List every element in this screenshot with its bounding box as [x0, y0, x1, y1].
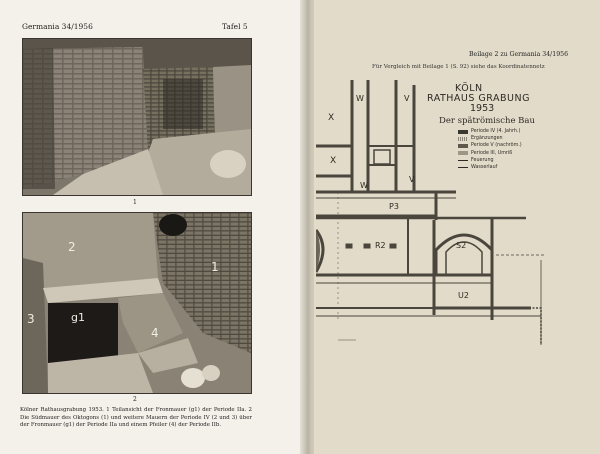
plan-title-city: KÖLN	[455, 83, 483, 94]
supplement-header: Beilage 2 zu Germania 34/1956	[469, 51, 569, 58]
plan-title-year: 1953	[470, 103, 495, 114]
running-head-right: Tafel 5	[222, 22, 248, 31]
plan-label-v-lower: V	[409, 175, 415, 184]
legend-item	[458, 142, 522, 149]
legend-swatch-period-iv	[458, 130, 468, 134]
plan-label-r2: R2	[375, 241, 386, 250]
plan-title-excavation: RATHAUS GRABUNG	[427, 93, 530, 104]
photo-mark-g1: g1	[71, 311, 85, 324]
plan-label-v-upper: V	[404, 94, 410, 103]
legend-label: Wasserlauf	[471, 165, 498, 171]
plan-label-x-upper: X	[328, 113, 335, 123]
legend-label: Periode V (nachröm.)	[471, 143, 522, 149]
legend-label: Periode III, Umriß	[471, 150, 513, 156]
legend-swatch-period-v	[458, 144, 468, 148]
legend-label: Feuerung	[471, 157, 494, 163]
plan-label-u2: U2	[458, 291, 469, 300]
plan-label-s2: S2	[456, 241, 467, 250]
plan-label-w-upper: W	[356, 94, 364, 103]
photo-mark-3: 3	[27, 312, 35, 326]
plate-number-1: 1	[133, 199, 137, 206]
legend-swatch-wasserlauf	[458, 167, 468, 168]
plan-label-x-lower: X	[330, 156, 337, 166]
legend-label: Ergänzungen	[471, 136, 503, 142]
running-head-left: Germania 34/1956	[22, 22, 93, 31]
photo-mark-2: 2	[68, 240, 76, 254]
legend-item	[458, 164, 522, 171]
plan-legend	[458, 128, 522, 171]
supplement-note: Für Vergleich mit Beilage 1 (S. 92) siehe das Koordinatennetz	[372, 64, 545, 70]
excavation-photo-2	[22, 212, 252, 394]
plan-label-p3: P3	[389, 202, 399, 211]
legend-item	[458, 128, 522, 135]
plan-label-w-lower: W	[360, 181, 368, 190]
legend-swatch-additions	[458, 137, 468, 141]
plate-number-2: 2	[133, 396, 137, 403]
legend-swatch-feuerung	[458, 160, 468, 161]
legend-item	[458, 150, 522, 157]
photo-mark-1: 1	[211, 260, 219, 274]
legend-item	[458, 157, 522, 164]
legend-item	[458, 135, 522, 142]
legend-swatch-period-iii	[458, 151, 468, 155]
excavation-photo-1	[22, 38, 252, 196]
plate-caption: Kölner Rathausgrabung 1953. 1 Teilansicht der Fronmauer (g1) der Periode IIa. 2 Die Südmauer des Oktogons (1) und weitere Mauern der Periode IV (2 und 3) über der Fronmauer (g1) der Periode IIa und einem Pfeiler (4) der Periode IIb.	[20, 407, 252, 429]
legend-label: Periode IV (4. Jahrh.)	[471, 129, 521, 134]
photo-mark-4: 4	[151, 326, 159, 340]
plan-subtitle: Der spätrömische Bau	[439, 116, 535, 126]
